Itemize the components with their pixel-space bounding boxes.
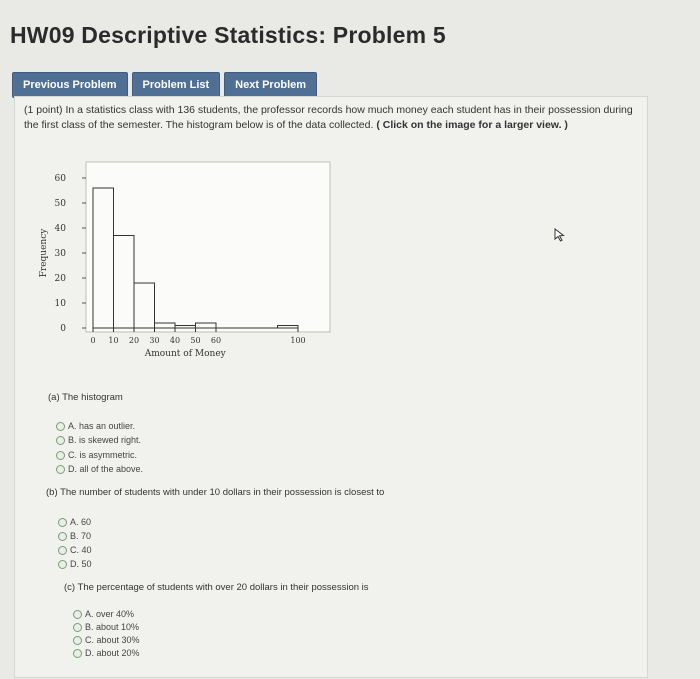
radio-button[interactable] (73, 610, 82, 619)
mouse-cursor-icon (553, 228, 567, 242)
radio-button[interactable] (56, 465, 65, 474)
x-tick-label: 40 (169, 336, 181, 345)
question-a-label: (a) The histogram (48, 392, 123, 403)
x-tick-label: 20 (128, 336, 140, 345)
radio-button[interactable] (56, 422, 65, 431)
x-tick-label: 0 (90, 336, 96, 345)
question-c-label: (c) The percentage of students with over 20 dollars in their possession is (64, 582, 369, 593)
question-a-option-d[interactable]: D. all of the above. (56, 464, 143, 474)
question-a-option-b[interactable]: B. is skewed right. (56, 435, 141, 445)
radio-button[interactable] (73, 636, 82, 645)
y-tick-label: 50 (54, 199, 66, 209)
histogram-bar (134, 283, 155, 328)
y-tick-label: 40 (54, 224, 66, 234)
y-axis-label: Frequency (39, 228, 49, 278)
x-tick-label: 10 (108, 336, 119, 345)
y-tick-label: 20 (54, 274, 66, 284)
points-label: (1 point) (24, 104, 63, 116)
histogram-bar (196, 323, 217, 328)
question-c-option-d[interactable]: D. about 20% (73, 648, 140, 658)
y-tick-label: 10 (54, 299, 66, 309)
question-b-option-d[interactable]: D. 50 (58, 559, 92, 569)
radio-button[interactable] (56, 436, 65, 445)
problem-text: In a statistics class with 136 students, the professor records how much money each student has in their possession during the first class of the semester. The histogram below is of the data collected. (24, 104, 633, 131)
x-tick-label: 100 (290, 336, 306, 345)
y-tick-label: 0 (60, 324, 66, 334)
previous-problem-button[interactable]: Previous Problem (12, 72, 128, 98)
histogram-bar (114, 236, 135, 329)
question-a-option-c[interactable]: C. is asymmetric. (56, 450, 137, 460)
radio-button[interactable] (73, 623, 82, 632)
question-a-option-a[interactable]: A. has an outlier. (56, 421, 135, 431)
radio-button[interactable] (56, 451, 65, 460)
question-b-option-a[interactable]: A. 60 (58, 517, 91, 527)
problem-navigation (12, 72, 317, 98)
question-b-label: (b) The number of students with under 10 dollars in their possession is closest to (46, 487, 385, 498)
radio-button[interactable] (58, 532, 67, 541)
histogram-bar (93, 188, 114, 328)
x-tick-label: 60 (210, 336, 222, 345)
radio-button[interactable] (58, 546, 67, 555)
radio-button[interactable] (58, 560, 67, 569)
problem-statement (24, 103, 644, 133)
radio-button[interactable] (73, 649, 82, 658)
y-tick-label: 60 (54, 174, 66, 184)
histogram-svg[interactable] (36, 160, 336, 380)
y-tick-label: 30 (54, 249, 66, 259)
page-title: HW09 Descriptive Statistics: Problem 5 (10, 22, 446, 48)
radio-button[interactable] (58, 518, 67, 527)
x-tick-label: 30 (149, 336, 160, 345)
problem-list-button[interactable]: Problem List (132, 72, 221, 98)
click-note[interactable]: ( Click on the image for a larger view. ) (376, 119, 568, 131)
question-b-option-b[interactable]: B. 70 (58, 531, 91, 541)
question-c-option-a[interactable]: A. over 40% (73, 609, 134, 619)
x-tick-label: 50 (190, 336, 201, 345)
x-axis-label: Amount of Money (144, 349, 226, 359)
histogram-bar (155, 323, 176, 328)
next-problem-button[interactable]: Next Problem (224, 72, 317, 98)
histogram-chart[interactable] (36, 160, 336, 380)
question-c-option-b[interactable]: B. about 10% (73, 622, 139, 632)
question-b-option-c[interactable]: C. 40 (58, 545, 92, 555)
question-c-option-c[interactable]: C. about 30% (73, 635, 140, 645)
